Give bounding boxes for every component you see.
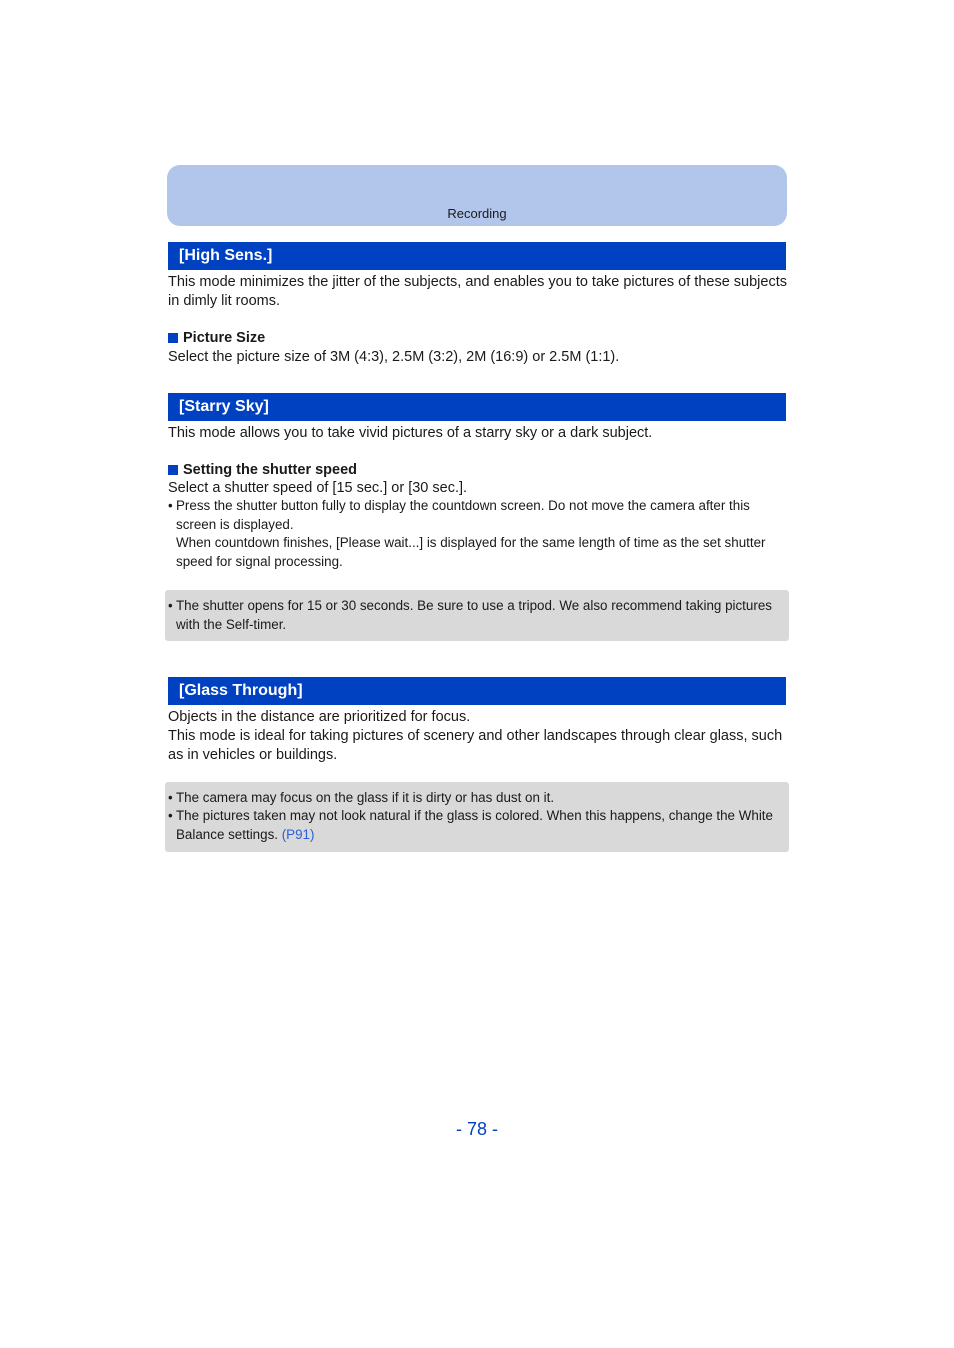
square-bullet-icon: [168, 333, 178, 343]
glass-through-description-1: Objects in the distance are prioritized for focus.: [168, 709, 471, 725]
picture-size-heading-text: Picture Size: [183, 330, 266, 346]
note-box-starry-sky: [165, 590, 789, 641]
section-title-glass-through: [Glass Through]: [168, 677, 786, 705]
bullet-dot-icon: •: [168, 598, 173, 613]
section-title-high-sens: [High Sens.]: [168, 242, 786, 270]
picture-size-description: Select the picture size of 3M (4:3), 2.5M (3:2), 2M (16:9) or 2.5M (1:1).: [168, 349, 620, 365]
note-item: • The pictures taken may not look natural if the glass is colored. When this happens, change the White Balance settings. (P91): [168, 808, 773, 842]
section-title-starry-sky: [Starry Sky]: [168, 393, 786, 421]
shutter-speed-heading: [168, 461, 357, 479]
square-bullet-icon: [168, 465, 178, 475]
chapter-label: Recording: [447, 206, 507, 221]
page-reference-link[interactable]: (P91): [281, 826, 315, 842]
shutter-speed-heading-text: Setting the shutter speed: [183, 462, 358, 478]
shutter-speed-description: Select a shutter speed of [15 sec.] or [30 sec.].: [168, 480, 468, 496]
picture-size-heading: [168, 329, 265, 347]
bullet-dot-icon: •: [168, 808, 173, 823]
page-number: - 78 -: [455, 1119, 498, 1139]
note-item: • The shutter opens for 15 or 30 seconds. Be sure to use a tripod. We also recommend taking pictures with the Self-timer.: [168, 598, 772, 632]
bullet-dot-icon: •: [168, 790, 173, 805]
high-sens-description: This mode minimizes the jitter of the subjects, and enables you to take pictures of these subjects in dimly lit rooms.: [168, 274, 787, 309]
list-item-continuation: When countdown finishes, [Please wait...] is displayed for the same length of time as the set shutter speed for signal processing.: [176, 535, 766, 569]
bullet-dot-icon: •: [168, 498, 173, 513]
glass-through-description-2: This mode is ideal for taking pictures of scenery and other landscapes through clear glass, such as in vehicles or buildings.: [168, 728, 783, 763]
list-item: • Press the shutter button fully to display the countdown screen. Do not move the camera after this screen is displayed.: [168, 498, 750, 532]
chapter-header-band: [167, 165, 787, 226]
note-box-glass-through: [165, 782, 789, 852]
note-item: • The camera may focus on the glass if it is dirty or has dust on it.: [168, 789, 788, 808]
starry-sky-description: This mode allows you to take vivid pictures of a starry sky or a dark subject.: [168, 425, 653, 441]
